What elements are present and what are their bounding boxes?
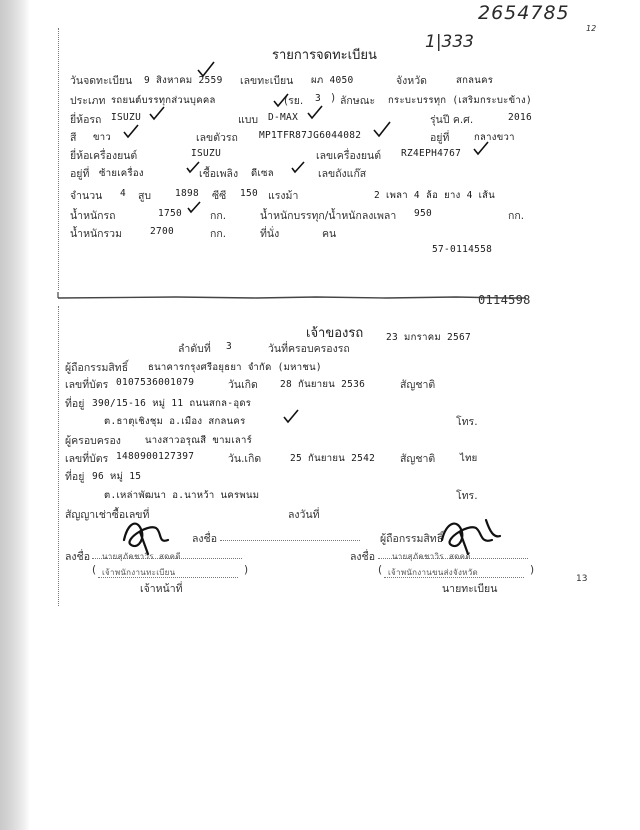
possessor-nationality-value: ไทย — [460, 453, 478, 464]
reg-ry-close: ) — [331, 92, 336, 104]
owner-stamp-serial: 0114598 — [478, 293, 531, 307]
handwritten-page: 1|333 — [425, 32, 474, 52]
reg-color-label: สี — [70, 132, 77, 144]
reg-count-value: 4 — [120, 188, 127, 199]
possessor-id-label: เลขที่บัตร — [65, 453, 109, 465]
right-top-sign-role: ผู้ถือกรรมสิทธิ์ — [380, 533, 444, 545]
reg-type-value: รถยนต์บรรทุกส่วนบุคคล — [111, 95, 216, 106]
reg-hp-label: แรงม้า — [268, 190, 299, 202]
right-name-sign-label: ลงชื่อ — [350, 551, 375, 563]
possessor-nationality-label: สัญชาติ — [400, 453, 436, 465]
left-paren-open: ( — [92, 564, 97, 576]
owner-possession-label: วันที่ครอบครองรถ — [268, 343, 350, 355]
check-icon — [306, 104, 324, 122]
reg-date-label: วันจดทะเบียน — [70, 75, 133, 87]
reg-fuel-value: ดีเซล — [251, 168, 274, 179]
handwritten-number: 2654785 — [478, 2, 570, 24]
owner-address-value: 390/15-16 หมู่ 11 ถนนสกล-อุดร — [92, 398, 252, 409]
reg-engine-location-label: อยู่ที่ — [70, 168, 90, 180]
reg-ry-label: (รย. — [284, 95, 304, 107]
owner-order-label: ลำดับที่ — [178, 343, 211, 355]
reg-year-label: รุ่นปี ค.ศ. — [430, 114, 474, 126]
check-icon — [186, 200, 202, 216]
owner-phone-label: โทร. — [456, 416, 478, 428]
left-signer-name: นายสุภัคชาวิร สดคดี — [102, 552, 181, 561]
check-icon — [185, 160, 201, 176]
check-icon — [282, 408, 300, 426]
reg-weight-label: น้ำหนักรถ — [70, 210, 116, 222]
right-signer-name: นายสุภัคชาวิร สดคดี — [392, 552, 471, 561]
reg-vin-location-label: อยู่ที่ — [430, 132, 450, 144]
page-number: 13 — [576, 574, 588, 584]
reg-style-value: กระบะบรรทุก (เสริมกระบะข้าง) — [388, 95, 532, 106]
reg-province-value: สกลนคร — [456, 75, 494, 86]
reg-plate-value: ผภ 4050 — [311, 75, 354, 86]
check-icon — [472, 140, 490, 158]
owner-id-label: เลขที่บัตร — [65, 379, 109, 391]
reg-ry-value: 3 — [315, 93, 322, 104]
possessor-address-line2: ต.เหล่าพัฒนา อ.นาหว้า นครพนม — [104, 490, 260, 501]
reg-payload-label: น้ำหนักบรรทุก/น้ำหนักลงเพลา — [260, 210, 397, 222]
owner-nationality-label: สัญชาติ — [400, 379, 436, 391]
possessor-value: นางสาวอรุณสี ขามเลาร์ — [145, 435, 253, 446]
possessor-address-label: ที่อยู่ — [65, 471, 85, 483]
right-signature-icon — [436, 508, 506, 560]
check-icon — [196, 60, 216, 80]
possessor-label: ผู้ครอบครอง — [65, 435, 121, 447]
reg-color-value: ขาว — [93, 132, 112, 143]
left-signer-role: เจ้าหน้าที่ — [140, 583, 183, 595]
reg-gross-weight-label: น้ำหนักรวม — [70, 228, 122, 240]
reg-engine-location-value: ซ้ายเครื่อง — [99, 168, 144, 179]
reg-plate-label: เลขทะเบียน — [240, 75, 294, 87]
reg-fuel-label: เชื้อเพลิง — [199, 168, 239, 180]
owner-holder-label: ผู้ถือกรรมสิทธิ์ — [65, 362, 129, 374]
owner-address-label: ที่อยู่ — [65, 398, 85, 410]
left-paren-close: ) — [244, 564, 249, 576]
reg-date-value: 9 สิงหาคม 2559 — [144, 75, 223, 86]
owner-title: เจ้าของรถ — [306, 326, 364, 341]
reg-gross-weight-unit: กก. — [210, 228, 227, 240]
left-signature-icon — [118, 510, 178, 560]
owner-holder-value: ธนาคารกรุงศรีอยุธยา จำกัด (มหาชน) — [148, 362, 322, 373]
left-signer-position: เจ้าพนักงานทะเบียน — [102, 568, 176, 577]
owner-birth-label: วันเกิด — [228, 379, 258, 391]
owner-id-value: 0107536001079 — [116, 377, 195, 388]
left-name-sign-label: ลงชื่อ — [65, 551, 90, 563]
left-top-sign-label: ลงชื่อ — [192, 533, 217, 545]
reg-model-value: D-MAX — [268, 112, 299, 123]
possessor-birth-label: วัน.เกิด — [228, 453, 262, 465]
owner-possession-value: 23 มกราคม 2567 — [386, 332, 472, 343]
reg-cylinder-value: 1898 — [175, 188, 200, 199]
reg-payload-unit: กก. — [508, 210, 525, 222]
reg-province-label: จังหวัด — [396, 75, 427, 87]
reg-vin-value: MP1TFR87JG6044082 — [259, 130, 362, 141]
reg-count-label: จำนวน — [70, 190, 103, 202]
check-icon — [148, 105, 166, 123]
reg-serial-number: 57-0114558 — [432, 244, 493, 255]
reg-year-value: 2016 — [508, 112, 533, 123]
hire-purchase-label: สัญญาเช่าซื้อเลขที่ — [65, 509, 150, 521]
check-icon — [372, 120, 392, 140]
owner-order-value: 3 — [226, 341, 233, 352]
reg-gross-weight-value: 2700 — [150, 226, 175, 237]
hire-purchase-date-label: ลงวันที่ — [288, 509, 320, 521]
reg-vin-label: เลขตัวรถ — [196, 132, 238, 144]
reg-model-label: แบบ — [238, 114, 259, 126]
reg-weight-value: 1750 — [158, 208, 183, 219]
right-paren-open: ( — [378, 564, 383, 576]
reg-type-label: ประเภท — [70, 95, 106, 107]
reg-style-label: ลักษณะ — [340, 95, 376, 107]
reg-brand-value: ISUZU — [111, 112, 142, 123]
reg-brand-label: ยี่ห้อรถ — [70, 114, 102, 126]
possessor-birth-value: 25 กันยายน 2542 — [290, 453, 376, 464]
possessor-address-value: 96 หมู่ 15 — [92, 471, 142, 482]
reg-engine-number-label: เลขเครื่องยนต์ — [316, 150, 382, 162]
possessor-id-value: 1480900127397 — [116, 451, 195, 462]
registration-title: รายการจดทะเบียน — [272, 48, 377, 63]
reg-cc-label: ซีซี — [212, 190, 227, 202]
right-paren-close: ) — [530, 564, 535, 576]
reg-engine-number-value: RZ4EPH4767 — [401, 148, 462, 159]
reg-axle-value: 2 เพลา 4 ล้อ ยาง 4 เส้น — [374, 190, 496, 201]
right-signer-position: เจ้าพนักงานขนส่งจังหวัด — [388, 568, 479, 577]
check-icon — [122, 123, 140, 141]
scan-shadow-strip — [0, 0, 30, 830]
reg-engine-brand-value: ISUZU — [191, 148, 222, 159]
reg-vin-location-value: กลางขวา — [474, 132, 515, 143]
owner-address-line2: ต.ธาตุเชิงชุม อ.เมือง สกลนคร — [104, 416, 246, 427]
check-icon — [290, 160, 306, 176]
reg-gas-tank-label: เลขถังแก๊ส — [318, 168, 367, 180]
reg-payload-value: 950 — [414, 208, 433, 219]
reg-weight-unit: กก. — [210, 210, 227, 222]
handwritten-superscript: 12 — [586, 24, 597, 33]
reg-seats-label: ที่นั่ง — [260, 228, 280, 240]
possessor-phone-label: โทร. — [456, 490, 478, 502]
reg-cylinder-label: สูบ — [138, 190, 152, 202]
reg-seats-unit: คน — [322, 228, 337, 240]
reg-engine-brand-label: ยี่ห้อเครื่องยนต์ — [70, 150, 138, 162]
owner-birth-value: 28 กันยายน 2536 — [280, 379, 366, 390]
reg-hp-value: 150 — [240, 188, 259, 199]
check-icon — [272, 92, 290, 110]
right-signer-role: นายทะเบียน — [442, 583, 498, 595]
